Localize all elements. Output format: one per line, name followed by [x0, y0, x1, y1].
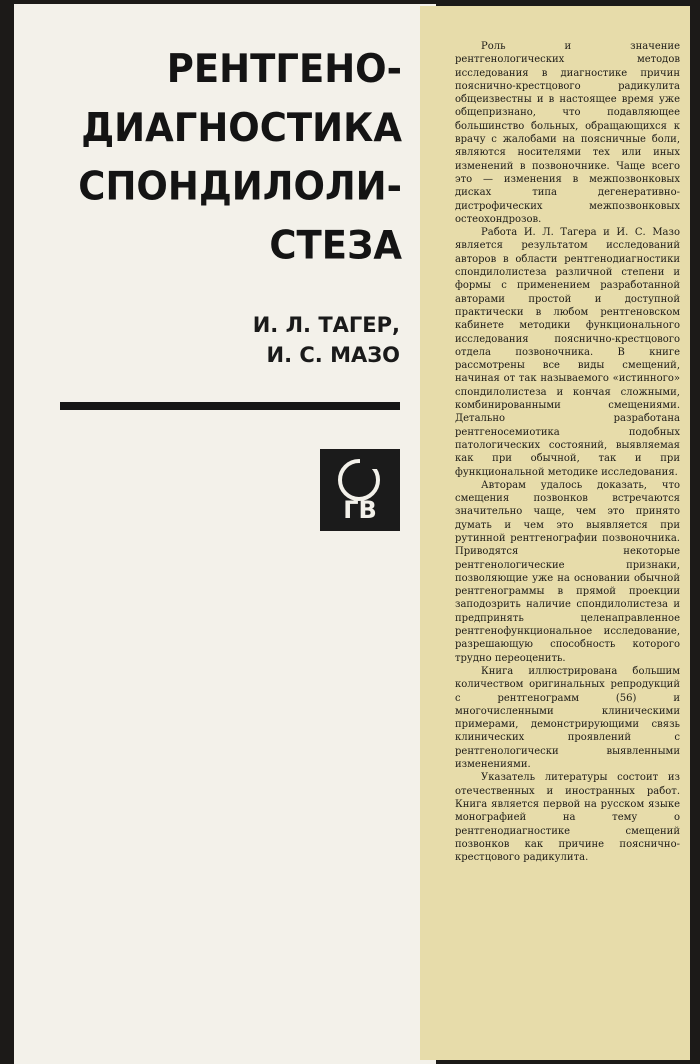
- author-name: И. Л. ТАГЕР,: [252, 313, 400, 337]
- publisher-logo-text: ГВ: [343, 496, 377, 524]
- title-line: ДИАГНОСТИКА: [81, 105, 402, 151]
- emblem-ring-gap: [360, 455, 386, 469]
- author-name: И. С. МАЗО: [266, 343, 400, 367]
- annotation-paragraph: Роль и значение рентгенологических методов исследования в диагностике причин пояснично-крестцового радикулита общеизвестны и в настоящее время уже общепризнано, что подавляющее большинство больных, обращающихся к врачу с жалобами на поясничные боли, являются носителями тех или иных изменений в позвоночнике. Чаще всего это — изменения в межпозвонковых дисках типа дегенеративно-дистрофических межпозвонковых остеохондрозов.: [455, 41, 680, 225]
- annotation-paragraph: Указатель литературы состоит из отечественных и иностранных работ. Книга является первой на русском языке монографией на тему о рентгенодиагностике смещений позвонков как причине пояснично-крестцового радикулита.: [455, 772, 680, 864]
- title-line: СПОНДИЛОЛИ-: [78, 163, 402, 210]
- annotation-paragraph: Работа И. Л. Тагера и И. С. Мазо является результатом исследований авторов в области рентгенодиагностики спондилолистеза различной степени и формы с применением разработанной авторами простой и доступной практически в любом рентгеновском кабинете методики функционального исследования пояснично-крестцового отдела позвоночника. В книге рассмотрены все виды смещений, начиная от так называемого «истинного» спондилолистеза и кончая сложными, комбинированными смещениями. Детально разработана рентгеносемиотика подобных патологических состояний, выявляемая как при обычной, так и при функциональной методике исследования.: [455, 227, 680, 478]
- title-line: РЕНТГЕНО-: [166, 46, 402, 92]
- title-line: СТЕЗА: [269, 222, 402, 268]
- annotation-text: [455, 40, 680, 864]
- annotation-paragraph: Авторам удалось доказать, что смещения позвонков встречаются значительно чаще, чем это принято думать и чем это выявляется при рутинной рентгенографии позвоночника. Приводятся некоторые рентгенологические признаки, позволяющие уже на основании обычной рентгенограммы в прямой проекции заподозрить наличие спондилолистеза и предпринять целенаправленное рентгенофункциональное исследование, разрешающую способность которого трудно переоценить.: [455, 479, 680, 664]
- annotation-paragraph: Книга иллюстрирована большим количеством оригинальных репродукций с рентгенограмм (56) и многочисленными клиническими примерами, демонстрирующими связь клинических проявлений с рентгенологически выявленными изменениями.: [455, 665, 680, 771]
- book-title: [30, 40, 402, 275]
- book-authors: [160, 310, 400, 370]
- publisher-emblem-icon: [320, 449, 400, 531]
- divider-rule: [60, 402, 400, 410]
